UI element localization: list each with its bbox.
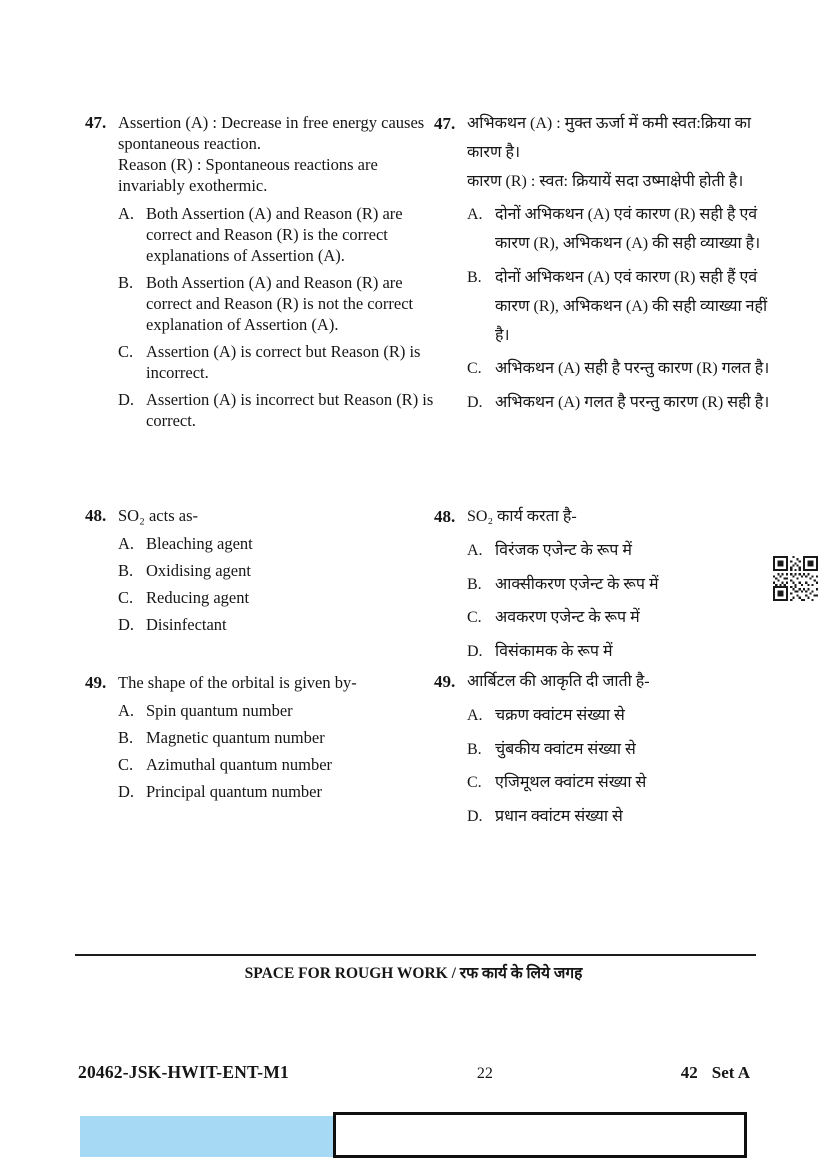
footer-set-label: Set A — [711, 1063, 750, 1082]
question-stem: आर्बिटल की आकृति दी जाती है- — [467, 673, 650, 690]
option-letter: D. — [118, 781, 135, 801]
reason-text: कारण (R) : स्वत: क्रियायें सदा उष्माक्षेपी होती है। — [467, 172, 744, 190]
footer-set — [681, 1063, 750, 1083]
option-row — [118, 273, 435, 336]
option-row — [118, 701, 435, 722]
question-stem — [467, 110, 774, 196]
option-text: चुंबकीय क्वांटम संख्या से — [495, 740, 636, 758]
option-text: Azimuthal quantum number — [146, 755, 333, 775]
option-letter: D. — [467, 808, 483, 826]
option-text: अवकरण एजेन्ट के रूप में — [495, 609, 640, 627]
option-letter: C. — [118, 588, 134, 608]
option-letter: C. — [467, 609, 482, 627]
question-47-en — [85, 112, 435, 432]
option-text: चक्रण क्वांटम संख्या से — [495, 706, 625, 724]
question-stem: SO₂ कार्य करता है- — [467, 508, 577, 525]
option-text: Both Assertion (A) and Reason (R) are correct and Reason (R) is not the correct explanation of Assertion (A). — [146, 273, 414, 335]
rough-work-label: SPACE FOR ROUGH WORK / रफ कार्य के लिये जगह — [244, 965, 583, 982]
option-row — [118, 588, 435, 609]
option-text: दोनों अभिकथन (A) एवं कारण (R) सही है एवं कारण (R), अभिकथन (A) की सही व्याख्या है। — [495, 206, 761, 253]
option-letter: B. — [467, 740, 482, 758]
option-text: Oxidising agent — [146, 561, 251, 581]
question-47-hi — [434, 110, 774, 418]
option-text: Reducing agent — [146, 588, 250, 608]
option-text: प्रधान क्वांटम संख्या से — [495, 808, 623, 826]
option-letter: C. — [467, 774, 482, 792]
option-text: विरंजक एजेन्ट के रूप में — [495, 541, 632, 559]
option-text: Assertion (A) is incorrect but Reason (R) is correct. — [146, 390, 434, 431]
options-list — [467, 537, 774, 667]
question-49-hi — [434, 668, 774, 832]
rough-work-divider — [75, 954, 756, 956]
question-stem — [118, 112, 435, 196]
option-text: Principal quantum number — [146, 781, 322, 801]
option-text: अभिकथन (A) सही है परन्तु कारण (R) गलत है। — [495, 360, 770, 378]
footer-row — [78, 1062, 750, 1083]
question-48-hi — [434, 503, 774, 667]
option-letter: C. — [467, 360, 482, 378]
option-row — [467, 803, 774, 832]
option-row — [467, 769, 774, 798]
option-row — [118, 342, 435, 384]
question-number: 48. — [85, 506, 107, 525]
qr-code-icon — [773, 556, 818, 601]
question-number: 47. — [85, 113, 107, 132]
option-text: Bleaching agent — [146, 534, 253, 554]
question-number: 48. — [434, 507, 456, 526]
question-number: 49. — [434, 672, 456, 691]
options-list — [118, 534, 435, 636]
option-row — [118, 755, 435, 776]
question-number: 47. — [434, 114, 456, 133]
option-row — [118, 534, 435, 555]
option-letter: A. — [467, 206, 483, 224]
option-row — [467, 537, 774, 566]
option-letter: B. — [467, 575, 482, 593]
reason-text: Reason (R) : Spontaneous reactions are invariably exothermic. — [118, 155, 378, 196]
footer-page-number: 22 — [476, 1065, 493, 1082]
option-row — [467, 264, 774, 350]
question-number: 49. — [85, 673, 107, 692]
option-row — [118, 782, 435, 803]
options-list — [118, 701, 435, 803]
option-text: Spin quantum number — [146, 701, 293, 721]
option-text: अभिकथन (A) गलत है परन्तु कारण (R) सही है। — [495, 394, 770, 412]
question-stem: The shape of the orbital is given by- — [118, 673, 357, 692]
option-text: Assertion (A) is correct but Reason (R) is incorrect. — [146, 342, 421, 383]
option-letter: D. — [118, 614, 135, 634]
option-row — [467, 702, 774, 731]
options-list — [467, 702, 774, 832]
option-letter: D. — [467, 643, 483, 661]
bottom-blue-bar — [80, 1116, 333, 1157]
option-row — [467, 604, 774, 633]
option-text: एजिमूथल क्वांटम संख्या से — [495, 774, 647, 792]
option-text: विसंकामक के रूप में — [495, 643, 613, 661]
option-text: दोनों अभिकथन (A) एवं कारण (R) सही हैं एवं कारण (R), अभिकथन (A) की सही व्याख्या नहीं है। — [495, 268, 768, 344]
option-letter: A. — [467, 706, 483, 724]
question-49-en — [85, 672, 435, 803]
option-row — [118, 728, 435, 749]
option-letter: A. — [118, 534, 135, 554]
assertion-text: अभिकथन (A) : मुक्त ऊर्जा में कमी स्वत:क्रिया का कारण है। — [467, 115, 752, 161]
option-text: Magnetic quantum number — [146, 728, 325, 748]
option-letter: C. — [118, 755, 134, 775]
option-letter: D. — [467, 394, 483, 412]
option-row — [467, 736, 774, 765]
footer-right-number: 42 — [680, 1063, 698, 1082]
question-48-en — [85, 505, 435, 636]
option-row — [118, 204, 435, 267]
option-row — [467, 355, 774, 384]
option-row — [467, 571, 774, 600]
option-letter: A. — [118, 204, 135, 224]
option-letter: B. — [118, 728, 134, 748]
footer-booklet-code: 20462-JSK-HWIT-ENT-M1 — [78, 1062, 289, 1082]
assertion-text: Assertion (A) : Decrease in free energy causes spontaneous reaction. — [118, 113, 425, 154]
option-letter: A. — [118, 701, 135, 721]
option-letter: A. — [467, 541, 483, 559]
option-text: Both Assertion (A) and Reason (R) are correct and Reason (R) is the correct explanations of Assertion (A). — [146, 204, 403, 266]
question-stem: SO₂ acts as- — [118, 506, 198, 525]
option-letter: C. — [118, 342, 134, 362]
bottom-outline-box — [333, 1112, 747, 1158]
option-row — [118, 615, 435, 636]
option-row — [467, 389, 774, 418]
option-letter: B. — [467, 268, 482, 286]
options-list — [467, 201, 774, 418]
option-letter: B. — [118, 561, 134, 581]
option-letter: D. — [118, 390, 135, 410]
option-row — [118, 561, 435, 582]
option-text: आक्सीकरण एजेन्ट के रूप में — [495, 575, 659, 593]
option-letter: B. — [118, 273, 134, 293]
option-row — [467, 201, 774, 259]
options-list — [118, 204, 435, 432]
option-row — [467, 638, 774, 667]
option-row — [118, 390, 435, 432]
option-text: Disinfectant — [146, 614, 227, 634]
